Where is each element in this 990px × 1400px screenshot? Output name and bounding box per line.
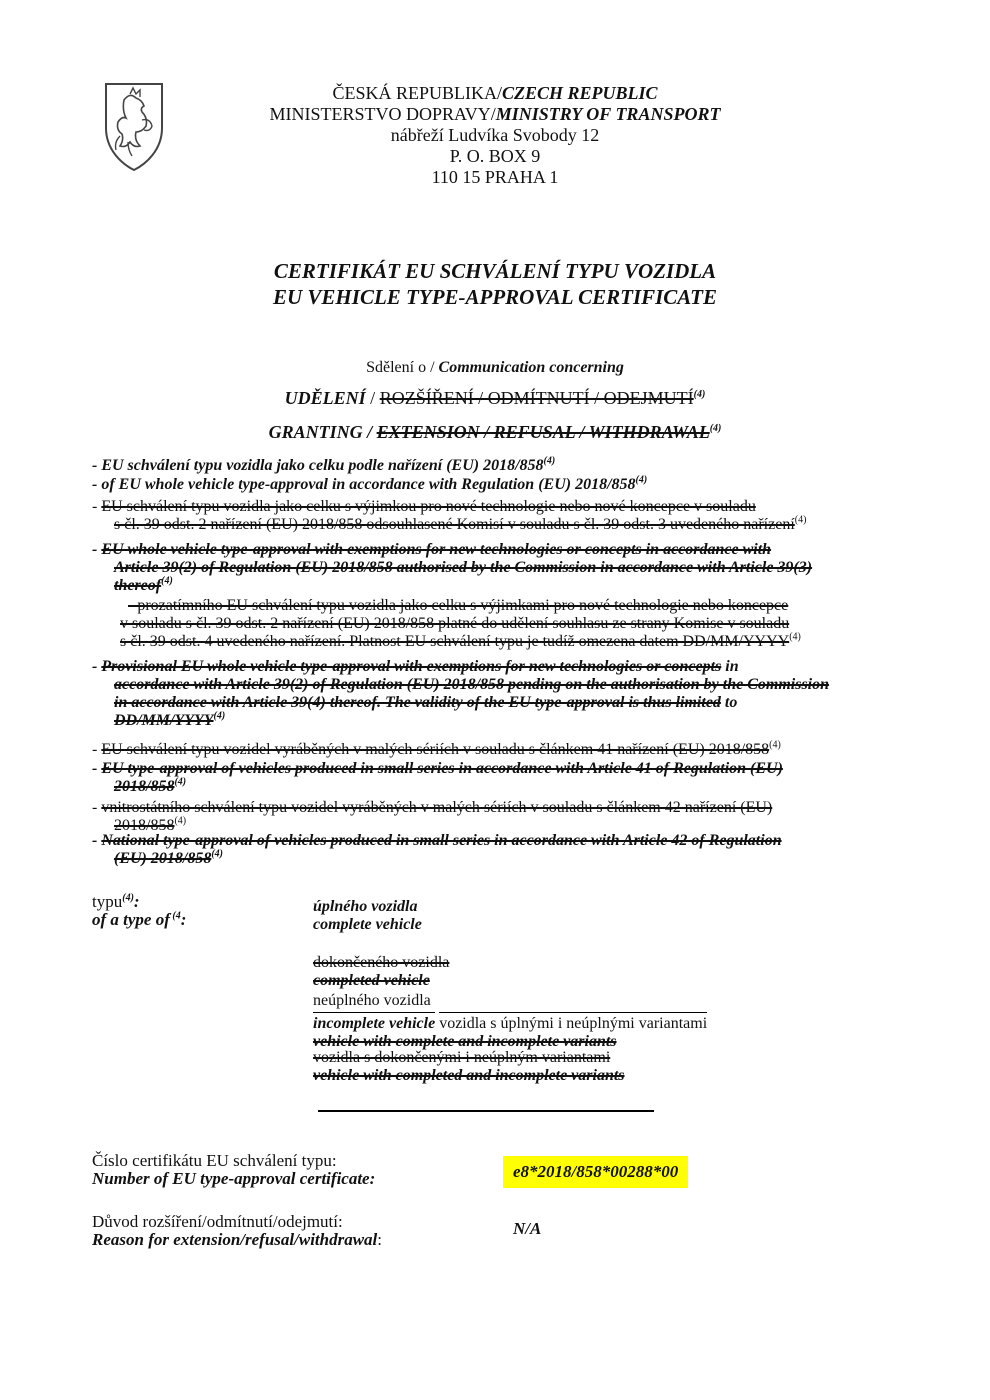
address-city: 110 15 PRAHA 1	[431, 167, 559, 187]
option-completed-cz: dokončeného vozidla	[313, 954, 450, 971]
option-completed-en: completed vehicle	[313, 972, 430, 989]
option-completed-variants-cz: vozidla s dokončenými i neúplným variantami	[313, 1049, 611, 1066]
certificate-number-value: e8*2018/858*00288*00	[503, 1156, 688, 1188]
granting-en-line: GRANTING / EXTENSION / REFUSAL / WITHDRAWAL$^{(4)}$	[268, 422, 722, 442]
item-exemption-cz: - EU schválení typu vozidla jako celku s výjimkou pro nové technologie nebo nové koncepce v souladu s čl. 39 odst. 2 nařízení (EU) 2018/858 odsouhlasené Komisí v souladu s čl. 39 odst. 3 uvedeného nařízení$^{(4)}$	[92, 498, 807, 533]
option-complete-cz: úplného vozidla	[313, 898, 418, 915]
document-title	[0, 258, 990, 310]
item-eu-whole-en: - of EU whole vehicle type-approval in accordance with Regulation (EU) 2018/858$^{(4)}$	[92, 474, 648, 493]
item-small-series-en: - EU type-approval of vehicles produced in small series in accordance with Article 41 of Regulation (EU) 2018/858$^{(4)}$	[92, 760, 783, 795]
option-variants-en: vehicle with complete and incomplete variants	[313, 1033, 617, 1050]
item-small-series-cz: - EU schválení typu vozidel vyráběných v malých sériích v souladu s článkem 41 nařízení (EU) 2018/858$^{(4)}$	[92, 739, 781, 758]
title-cz: CERTIFIKÁT EU SCHVÁLENÍ TYPU VOZIDLA	[273, 259, 717, 283]
ministry-line: MINISTERSTVO DOPRAVY/MINISTRY OF TRANSPORT	[269, 104, 721, 124]
certificate-number-label: Číslo certifikátu EU schválení typu: Number of EU type-approval certificate:	[92, 1151, 376, 1188]
option-completed-variants-en: vehicle with completed and incomplete variants	[313, 1067, 625, 1084]
item-national-cz: - vnitrostátního schválení typu vozidel vyráběných v malých sériích v souladu s článkem 42 nařízení (EU) 2018/858$^{(4)}$	[92, 799, 773, 834]
country-line: ČESKÁ REPUBLIKA/CZECH REPUBLIC	[332, 83, 658, 103]
item-eu-whole-cz: - EU schválení typu vozidla jako celku podle nařízení (EU) 2018/858$^{(4)}$	[92, 455, 556, 474]
granting-cz-line: UDĚLENÍ / ROZŠÍŘENÍ / ODMÍTNUTÍ / ODEJMUTÍ$^{(4)}$	[284, 388, 706, 408]
option-variants-cz: vozidla s úplnými i neúplnými variantami	[439, 1012, 707, 1033]
address-pobox: P. O. BOX 9	[449, 146, 541, 166]
divider-line	[318, 1110, 654, 1112]
header-block	[0, 83, 990, 188]
title-en: EU VEHICLE TYPE-APPROVAL CERTIFICATE	[273, 285, 717, 309]
item-national-en: - National type-approval of vehicles produced in small series in accordance with Article 42 of Regulation (EU) 2018/858$^{(4)}$	[92, 832, 782, 867]
type-label: typu$^{(4)}$: of a type of $^{(4}$:	[92, 892, 187, 929]
address-street: nábřeží Ludvíka Svobody 12	[390, 125, 600, 145]
option-complete-en: complete vehicle	[313, 916, 422, 933]
reason-label: Důvod rozšíření/odmítnutí/odejmutí: Reason for extension/refusal/withdrawal:	[92, 1212, 383, 1249]
item-provisional-en: - Provisional EU whole vehicle type-approval with exemptions for new technologies or concepts in accordance with Article 39(2) of Regulation (EU) 2018/858 pending on the authorisation by the Commission in accordance with Article 39(4) thereof. The validity of the EU type-approval is thus limited to DD/MM/YYYY$^{(4)}$	[92, 658, 830, 729]
option-incomplete-cz: neúplného vozidla	[313, 992, 431, 1009]
item-provisional-cz: - prozatímního EU schválení typu vozidla jako celku s výjimkami pro nové technologie nebo koncepce v souladu s čl. 39 odst. 2 nařízení (EU) 2018/858 platné do udělení souhlasu ze strany Komise v souladu s čl. 39 odst. 4 uvedeného nařízení. Platnost EU schválení typu je tudíž omezena datem DD/MM/YYYY$^{(4)}$	[120, 597, 801, 650]
type-options	[313, 898, 707, 1085]
option-incomplete-en: incomplete vehicle	[313, 1012, 435, 1033]
item-exemption-en: - EU whole vehicle type-approval with exemptions for new technologies or concepts in accordance with Article 39(2) of Regulation (EU) 2018/858 authorised by the Commission in accordance with Article 39(3) thereof$^{(4)}$	[92, 541, 813, 594]
communication-line: Sdělení o / Communication concerning	[366, 359, 624, 376]
reason-value: N/A	[513, 1219, 542, 1238]
